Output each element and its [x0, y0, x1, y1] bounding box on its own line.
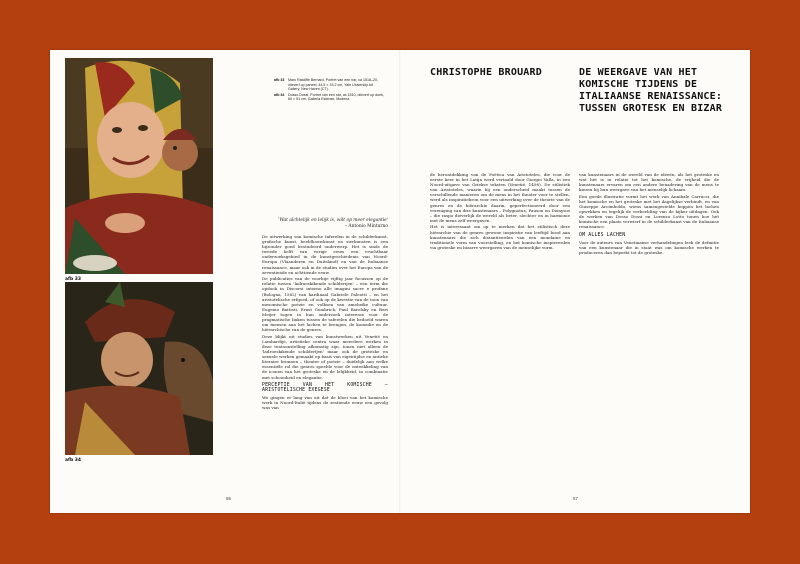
painting-jester-with-horse: [65, 282, 213, 455]
body-paragraph: Het is interessant om op te merken dat het stilistisch deze hiërarchie van de genres gewone inspiratie van leeftijd bood aan kunstenaars die zich distantieerden van een mondaine en traditionele vorm van voorstelling, en het komische inspireerden via groteske en bizarre weergaven van de menselijke vorm.: [430, 224, 570, 250]
body-paragraph: de herontdekking van de Poëtica van Aristoteles, die voor de eerste keer in het Latijn werd vertaald door Giorgio Valla, in een Noord-uitgave van Griekse teksten (Venetië, 1498). De stilistiek van Aristoteles, waarin hij een onderscheid maakt tussen de verschillende manieren om de mens in het theater voor te stellen, werd als inspiratiebron voor een uitwerking over de theorie van de genres en de hiërarchie daarin, geperfectioneerd door een vereniging van drie kunstenaars – Polygnotus, Pauson en Dionysos – die raspo dieverlijk de wereld als beter, slechter en in harmonie met de mens zelf weergaven.: [430, 172, 570, 223]
epigraph: [262, 218, 388, 229]
figure-label-34: afb 34: [65, 458, 82, 463]
painting-jester-illustration: [65, 58, 213, 274]
body-paragraph: De publicaties van de voorbije vijftig jaar focussen op de relatie tussen 'ladroeskikende schilderijen' – een term die opdook in Discorsi intorno alle imagini sacre e profane (Bologna, 1582) van kardinaal Gabriele Paleotti – en het aristotelische erfgoed, of ook op de kwestie van de toon van mesomische poëzie en volksen van amebeïke cultuur. Eugenio Battisti, Ernst Gombrich, Paul Barolsky en Bert Meijer togen in hun onderzoek interesse voor de pragmatische linken tussen de taferelen die bedoeld waren om mensen aan het lachen te brengen, de komedie en de hiërarchische van de genres.: [262, 276, 388, 333]
body-paragraph: De uitwerking van komische taferelen in de schilderkunst, grafische kunst, beeldhouwkunst en sierkunsten is een bijzonder goed bestudeerd onderwerp. Het is sinds de tweede helft van vorige eeuw een vruchtbaar onderzoeksgebied in de kunstgeschiedenis van Noord-Europa (Vlaanderen en Duitsland) en van de Italiaanse renaissance, maar ook in de studies over het Europa van de zeventiende en achttiende eeuw.: [262, 234, 388, 275]
painting-jester-with-puppet: [65, 58, 213, 274]
section-subheading: OM ALLES LACHEN: [579, 232, 626, 238]
caption-text: Marc Ratcliffe Bernard, Portret van een nar, ca 1518–20, olieverf op paneel, 44,5 × 33,2 cm, Yale University Art Gallery, New Haven (CT).: [288, 78, 379, 92]
figure-label-33: afb 33: [65, 277, 82, 282]
body-paragraph: Een goede illustratie vormt het werk van Annibale Carracci, die het komische en het groteske met het dagelijkse verbindt, en van Giuseppe Arcimboldo, wiens samengestelde koppen het lachen opwekken en tegelijk de verbeelding van de kijker uitdagen. Ook de werken van Dosso Dossi en Lorenzo Lotto tonen hoe het komische een plaats verwierf in de schilderkunst van de Italiaanse renaissance.: [579, 193, 719, 230]
figure-captions: [274, 78, 386, 103]
page-number-left: 56: [226, 496, 232, 501]
article-title: DE WEERGAVE VAN HET KOMISCHE TIJDENS DE ITALIAANSE RENAISSANCE: TUSSEN GROTESK EN BIZAR: [579, 67, 723, 114]
section-subheading: PERCEPTIE VAN HET KOMISCHE – ARISTOTELISCHE EXEGESE: [262, 382, 388, 393]
epigraph-attribution: – Antonio Minturno: [344, 223, 388, 229]
caption-text: Dosso Dossi, Portret van een nar, ca 1510, olieverf op doek, 60 × 51 cm, Galleria Estense, Modena: [288, 92, 384, 102]
caption-row: [274, 78, 386, 92]
right-page-column-1: [430, 172, 570, 251]
caption-number: afb 33: [274, 78, 285, 82]
painting-jester-horse-illustration: [65, 282, 213, 455]
body-paragraph: van kunstenaars in de wereld van de ideeën, als het groteske en wat het is in relatie tot het komische, de vrijheid die de kunstenaars ervaren om een andere benadering van de mens te kiezen bij hun weergave van het menselijk lichaam.: [579, 172, 719, 193]
left-page-body: [262, 234, 388, 412]
body-paragraph: We gingen er lang van uit dat de bloei van het komische werk in Noord-Italië tijdens de zestiende eeuw een gevolg was van: [262, 394, 388, 410]
author-name: CHRISTOPHE BROUARD: [430, 67, 542, 78]
caption-number: afb 34: [274, 92, 285, 97]
epigraph-text: 'Wat alchtelijk en lelijk is, wilt op meer elegantie': [278, 218, 388, 223]
page-number-right: 57: [573, 496, 579, 501]
right-page-column-2: [579, 172, 719, 256]
caption-row: [274, 93, 386, 102]
body-paragraph: Voor de auteurs van Venetiaanse verhandelingen leek de definitie van een kunstenaar die in staat was om komische werken te produceren dan beperkt tot de groteske.: [579, 239, 719, 255]
gutter: [399, 50, 401, 513]
body-paragraph: Deze blijkt uit studies van kunstwerken uit Venetië en Lombardije, artistieke centra waar meerdere werken in deze tentoonstelling afkomstig zijn, tonen niet alleen de 'ladroeskikende schilderijen' maar ook de groteske en sexuele werken gemaakt op basis van eigentijdse en antieke literaire bronnen – theater of poëzie – duidelijk aan welke essentiële rol die genres speelde voor de ontwikkeling van de iconen van het groteske en de lelijkheid, in combinatie met schoonheid en elegantie.: [262, 333, 388, 380]
book-spread: [50, 50, 750, 513]
